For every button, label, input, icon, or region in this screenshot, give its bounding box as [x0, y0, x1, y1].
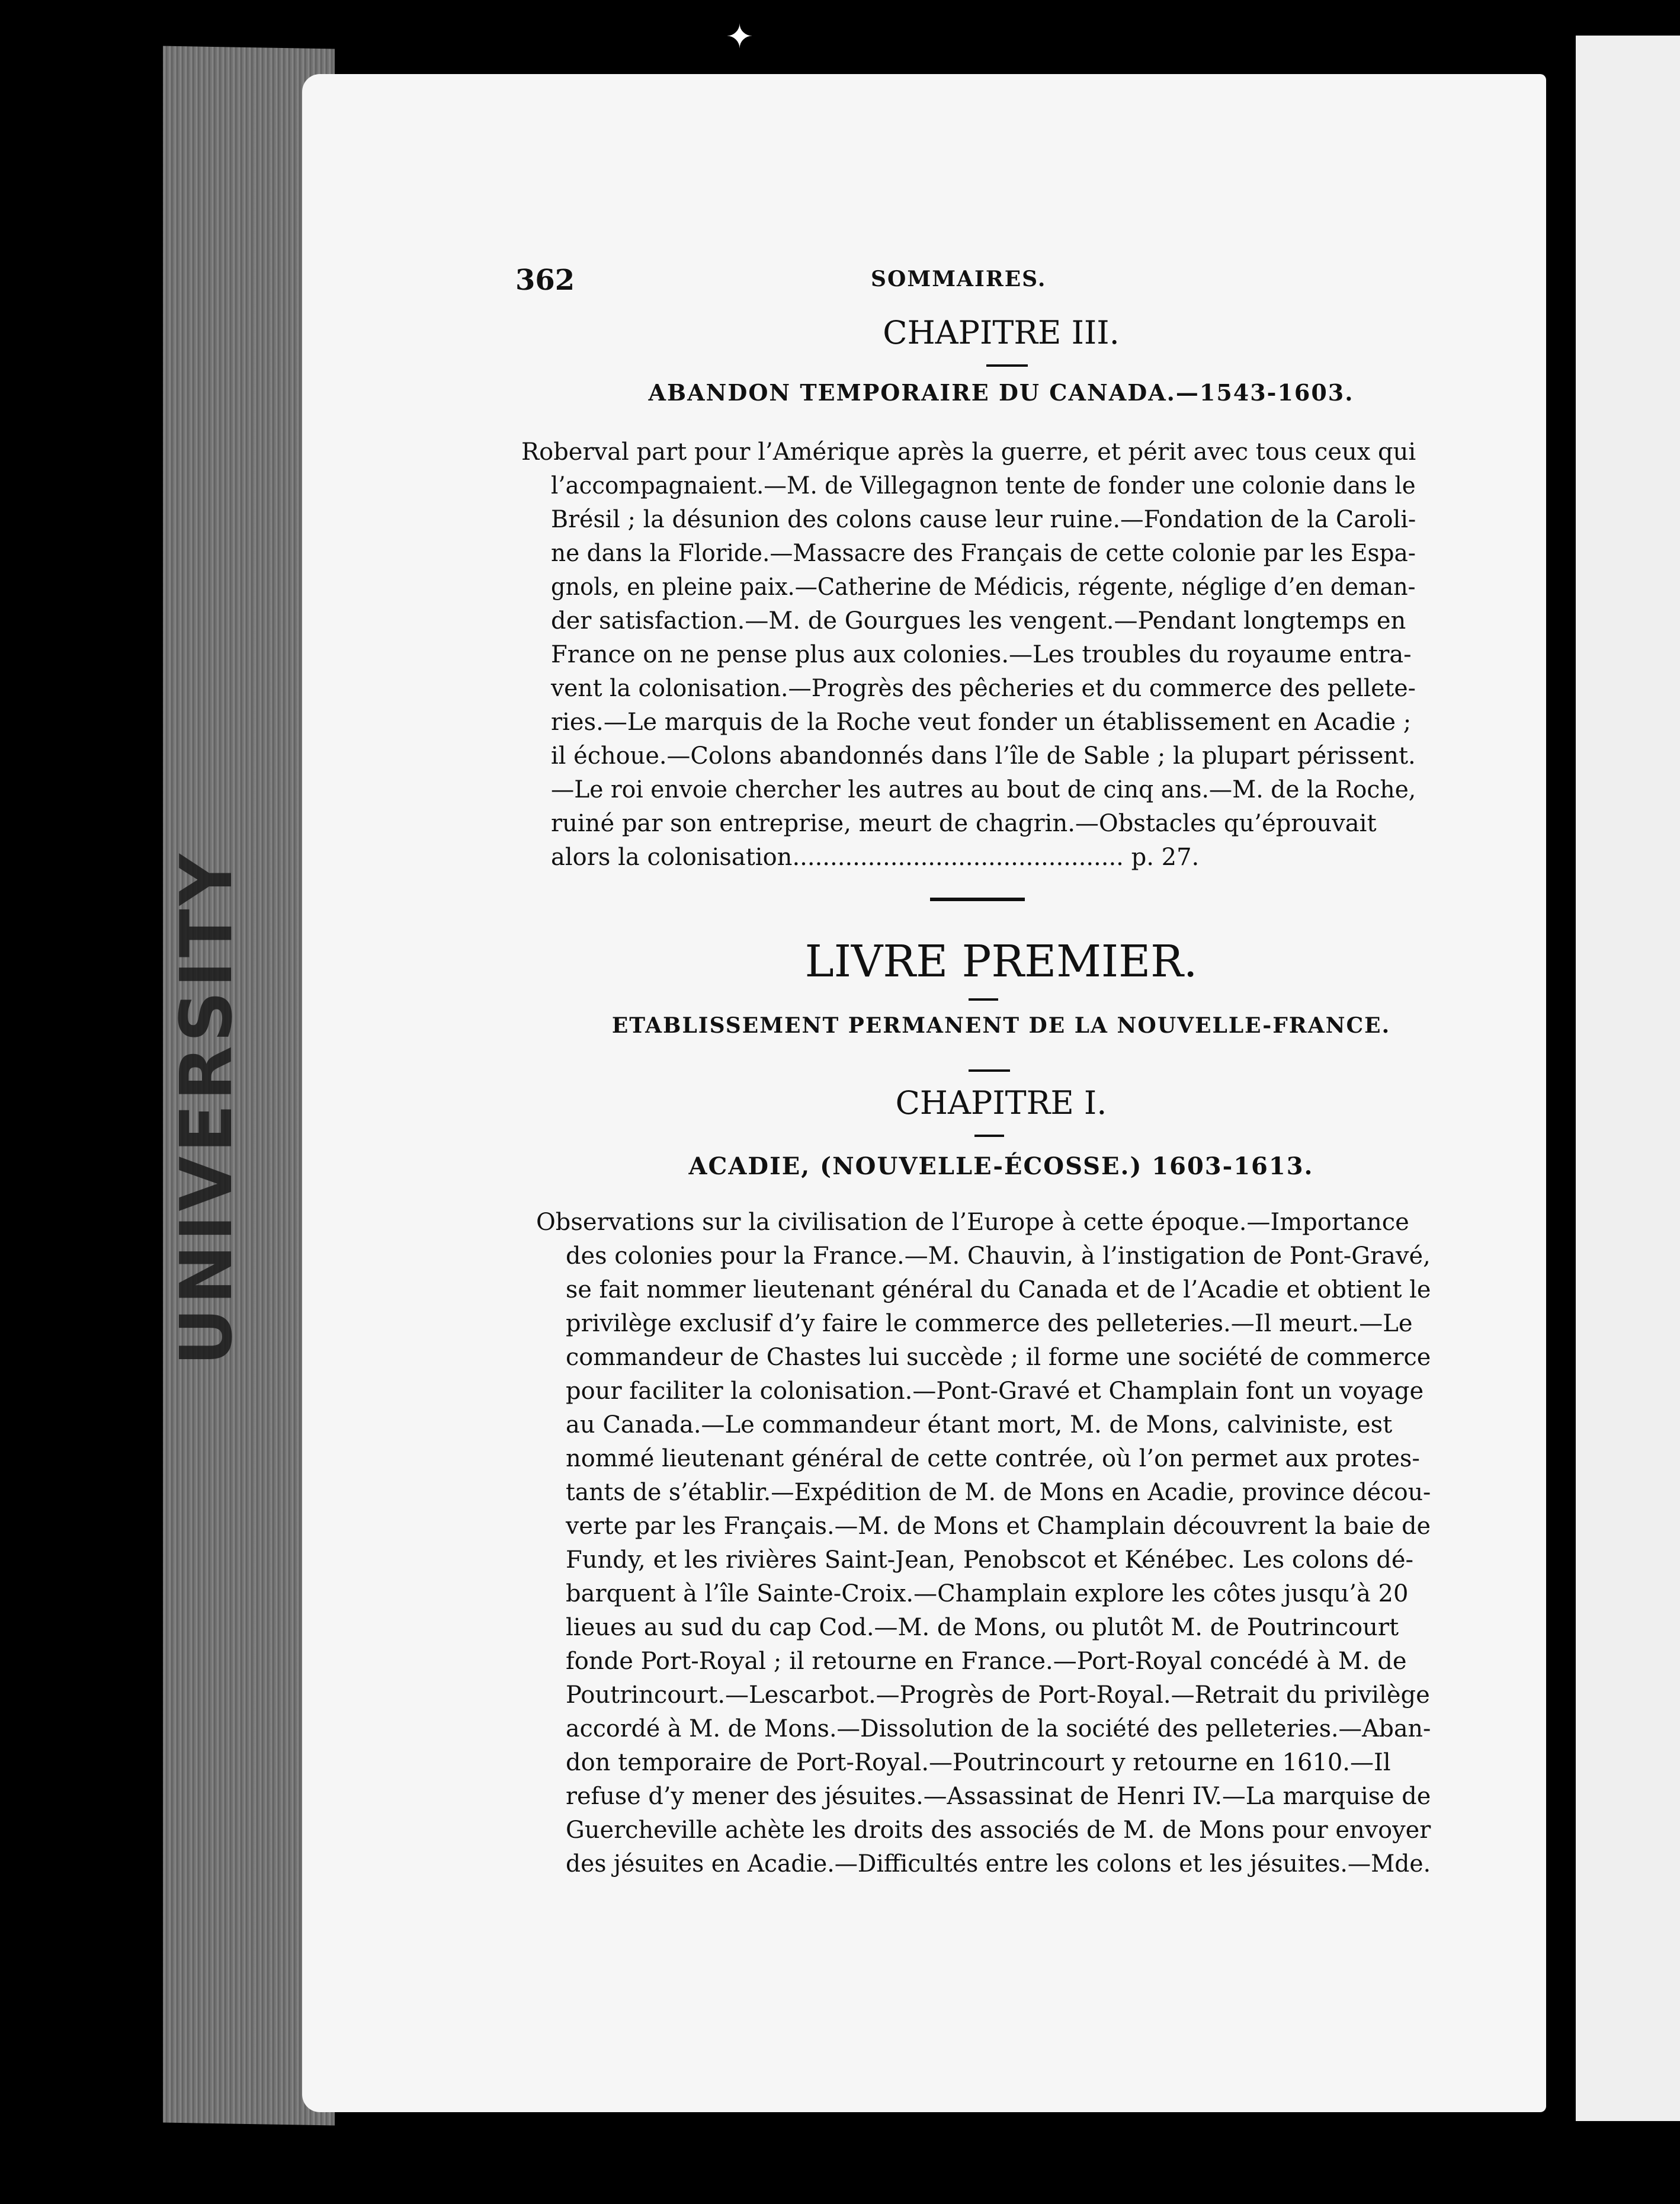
summary-line: France on ne pense plus aux colonies.—Les troubles du royaume entra-: [551, 641, 1412, 668]
divider: [986, 364, 1028, 367]
summary-line: ruiné par son entreprise, meurt de chagrin.—Obstacles qu’éprouvait: [551, 810, 1377, 837]
summary-line: tants de s’établir.—Expédition de M. de Mons en Acadie, province décou-: [566, 1479, 1431, 1506]
spine-library-stamp: UNIVERSITY: [166, 850, 248, 1366]
summary-line: der satisfaction.—M. de Gourgues les vengent.—Pendant longtemps en: [551, 607, 1406, 635]
summary-line: vent la colonisation.—Progrès des pêcheries et du commerce des pellete-: [551, 675, 1416, 702]
summary-line: Poutrincourt.—Lescarbot.—Progrès de Port-Royal.—Retrait du privilège: [566, 1681, 1430, 1709]
chapter-iii-subtitle: ABANDON TEMPORAIRE DU CANADA.—1543-1603.: [648, 379, 1354, 406]
summary-line: des jésuites en Acadie.—Difficultés entre les colons et les jésuites.—Mde.: [566, 1850, 1431, 1878]
page-number: 362: [515, 264, 575, 297]
summary-line: Observations sur la civilisation de l’Europe à cette époque.—Importance: [536, 1209, 1409, 1236]
summary-line: des colonies pour la France.—M. Chauvin, à l’instigation de Pont-Gravé,: [566, 1242, 1431, 1270]
running-title: SOMMAIRES.: [871, 267, 1047, 291]
summary-line: ries.—Le marquis de la Roche veut fonder un établissement en Acadie ;: [551, 709, 1412, 736]
summary-line: Brésil ; la désunion des colons cause leur ruine.—Fondation de la Caroli-: [551, 506, 1416, 533]
summary-line: ne dans la Floride.—Massacre des Français de cette colonie par les Espa-: [551, 540, 1416, 567]
summary-line: lieues au sud du cap Cod.—M. de Mons, ou plutôt M. de Poutrincourt: [566, 1614, 1399, 1641]
summary-line: commandeur de Chastes lui succède ; il forme une société de commerce: [566, 1344, 1431, 1371]
summary-line: gnols, en pleine paix.—Catherine de Médicis, régente, néglige d’en deman-: [551, 574, 1416, 601]
summary-line: refuse d’y mener des jésuites.—Assassinat de Henri IV.—La marquise de: [566, 1783, 1431, 1810]
chapter-i-subtitle: ACADIE, (NOUVELLE-ÉCOSSE.) 1603-1613.: [688, 1152, 1314, 1180]
summary-line: alors la colonisation............................................ p. 27.: [551, 844, 1200, 871]
summary-line: barquent à l’île Sainte-Croix.—Champlain explore les côtes jusqu’à 20: [566, 1580, 1409, 1607]
summary-line: fonde Port-Royal ; il retourne en France.—Port-Royal concédé à M. de: [566, 1648, 1407, 1675]
summary-line: Roberval part pour l’Amérique après la guerre, et périt avec tous ceux qui: [521, 438, 1416, 466]
summary-line: l’accompagnaient.—M. de Villegagnon tente de fonder une colonie dans le: [551, 472, 1416, 499]
summary-line: don temporaire de Port-Royal.—Poutrincourt y retourne en 1610.—Il: [566, 1749, 1391, 1776]
summary-line: —Le roi envoie chercher les autres au bout de cinq ans.—M. de la Roche,: [551, 776, 1416, 803]
summary-line: verte par les Français.—M. de Mons et Champlain découvrent la baie de: [566, 1513, 1431, 1540]
summary-line: il échoue.—Colons abandonnés dans l’île de Sable ; la plupart périssent.: [551, 742, 1416, 770]
summary-line: Fundy, et les rivières Saint-Jean, Penobscot et Kénébec. Les colons dé-: [566, 1546, 1414, 1574]
livre-title: LIVRE PREMIER.: [804, 936, 1198, 987]
facing-page-edge: [1576, 36, 1680, 2121]
chapter-iii-summary: [521, 438, 1422, 877]
summary-line: privilège exclusif d’y faire le commerce des pelleteries.—Il meurt.—Le: [566, 1310, 1413, 1337]
divider: [930, 898, 1025, 901]
chapter-iii-title: CHAPITRE III.: [883, 314, 1120, 351]
summary-line: se fait nommer lieutenant général du Canada et de l’Acadie et obtient le: [566, 1276, 1431, 1303]
summary-line: Guercheville achète les droits des associés de M. de Mons pour envoyer: [566, 1817, 1431, 1844]
summary-line: nommé lieutenant général de cette contrée, où l’on permet aux protes-: [566, 1445, 1420, 1472]
film-mark-icon: ✦: [726, 18, 754, 56]
chapter-i-summary: [536, 1209, 1437, 1896]
divider: [969, 1069, 1010, 1072]
summary-line: pour faciliter la colonisation.—Pont-Gravé et Champlain font un voyage: [566, 1378, 1424, 1405]
chapter-i-title: CHAPITRE I.: [895, 1084, 1107, 1122]
divider: [969, 998, 998, 1001]
divider: [974, 1135, 1004, 1137]
summary-line: au Canada.—Le commandeur étant mort, M. de Mons, calviniste, est: [566, 1411, 1393, 1439]
livre-subtitle: ETABLISSEMENT PERMANENT DE LA NOUVELLE-FRANCE.: [611, 1013, 1391, 1038]
summary-line: accordé à M. de Mons.—Dissolution de la société des pelleteries.—Aban-: [566, 1715, 1431, 1742]
